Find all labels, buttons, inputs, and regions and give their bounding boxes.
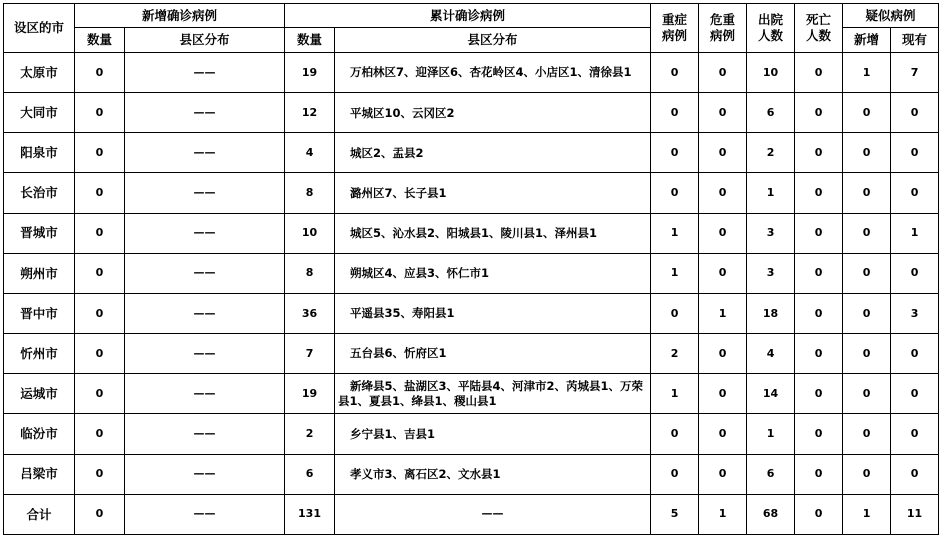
city-name: 长治市 (4, 173, 75, 213)
header-cum-distribution: 县区分布 (335, 28, 651, 53)
critical-count: 0 (699, 133, 747, 173)
suspected-current-count: 7 (891, 53, 939, 93)
cumulative-distribution-text: 潞州区7、长子县1 (350, 185, 447, 200)
new-count: 0 (75, 374, 125, 414)
cumulative-distribution (335, 53, 651, 93)
total-discharged-count: 68 (747, 494, 795, 534)
severe-count: 0 (651, 53, 699, 93)
city-name: 大同市 (4, 93, 75, 133)
suspected-new-count: 0 (843, 414, 891, 454)
header-new-distribution: 县区分布 (125, 28, 285, 53)
severe-count: 0 (651, 293, 699, 333)
city-name: 运城市 (4, 374, 75, 414)
new-count: 0 (75, 253, 125, 293)
suspected-current-count: 0 (891, 253, 939, 293)
death-count: 0 (795, 173, 843, 213)
critical-count: 0 (699, 334, 747, 374)
city-name: 阳泉市 (4, 133, 75, 173)
discharged-count: 1 (747, 173, 795, 213)
suspected-new-count: 0 (843, 213, 891, 253)
cumulative-count: 8 (285, 253, 335, 293)
death-count: 0 (795, 53, 843, 93)
cumulative-count: 8 (285, 173, 335, 213)
cumulative-distribution (335, 253, 651, 293)
suspected-new-count: 0 (843, 93, 891, 133)
cumulative-distribution (335, 293, 651, 333)
new-distribution: —— (125, 53, 285, 93)
header-cumulative-confirmed: 累计确诊病例 (285, 4, 651, 28)
new-distribution: —— (125, 293, 285, 333)
critical-count: 0 (699, 93, 747, 133)
severe-count: 0 (651, 173, 699, 213)
suspected-current-count: 3 (891, 293, 939, 333)
total-critical-count: 1 (699, 494, 747, 534)
new-count: 0 (75, 213, 125, 253)
cumulative-distribution-text: 孝义市3、离石区2、文水县1 (350, 466, 501, 481)
new-distribution: —— (125, 253, 285, 293)
discharged-count: 6 (747, 93, 795, 133)
header-discharged: 出院 人数 (747, 4, 795, 53)
suspected-new-count: 0 (843, 133, 891, 173)
new-distribution: —— (125, 93, 285, 133)
suspected-current-count: 0 (891, 173, 939, 213)
death-count: 0 (795, 293, 843, 333)
severe-count: 1 (651, 374, 699, 414)
header-cum-count: 数量 (285, 28, 335, 53)
discharged-count: 3 (747, 213, 795, 253)
death-count: 0 (795, 334, 843, 374)
suspected-current-count: 0 (891, 374, 939, 414)
suspected-new-count: 0 (843, 454, 891, 494)
table-row (4, 213, 939, 253)
cumulative-distribution-text: 五台县6、忻府区1 (350, 346, 447, 361)
death-count: 0 (795, 213, 843, 253)
cumulative-distribution (335, 334, 651, 374)
total-row (4, 494, 939, 534)
cumulative-count: 6 (285, 454, 335, 494)
total-label: 合计 (4, 494, 75, 534)
suspected-current-count: 0 (891, 414, 939, 454)
suspected-new-count: 1 (843, 53, 891, 93)
total-suspected-current-count: 11 (891, 494, 939, 534)
header-suspected-new: 新增 (843, 28, 891, 53)
suspected-current-count: 1 (891, 213, 939, 253)
new-count: 0 (75, 53, 125, 93)
table-row (4, 93, 939, 133)
table-row (4, 53, 939, 93)
header-deaths: 死亡 人数 (795, 4, 843, 53)
cumulative-distribution-text: 平遥县35、寿阳县1 (350, 306, 455, 321)
severe-count: 1 (651, 213, 699, 253)
death-count: 0 (795, 133, 843, 173)
new-count: 0 (75, 173, 125, 213)
cumulative-distribution (335, 93, 651, 133)
total-new-count: 0 (75, 494, 125, 534)
total-new-distribution: —— (125, 494, 285, 534)
severe-count: 1 (651, 253, 699, 293)
new-distribution: —— (125, 414, 285, 454)
discharged-count: 10 (747, 53, 795, 93)
discharged-count: 14 (747, 374, 795, 414)
death-count: 0 (795, 454, 843, 494)
header-city: 设区的市 (4, 4, 75, 53)
death-count: 0 (795, 414, 843, 454)
suspected-new-count: 0 (843, 253, 891, 293)
header-new-count: 数量 (75, 28, 125, 53)
cumulative-count: 19 (285, 374, 335, 414)
city-name: 太原市 (4, 53, 75, 93)
cumulative-count: 2 (285, 414, 335, 454)
header-suspected-current: 现有 (891, 28, 939, 53)
cumulative-distribution-text: 朔城区4、应县3、怀仁市1 (350, 266, 490, 281)
new-distribution: —— (125, 173, 285, 213)
new-count: 0 (75, 293, 125, 333)
critical-count: 0 (699, 414, 747, 454)
cumulative-distribution (335, 374, 651, 414)
cumulative-distribution-text: 城区2、盂县2 (350, 145, 424, 160)
death-count: 0 (795, 93, 843, 133)
discharged-count: 6 (747, 454, 795, 494)
table-row (4, 173, 939, 213)
city-name: 吕梁市 (4, 454, 75, 494)
severe-count: 2 (651, 334, 699, 374)
header-row-1 (4, 4, 939, 28)
critical-count: 0 (699, 253, 747, 293)
total-death-count: 0 (795, 494, 843, 534)
cumulative-count: 36 (285, 293, 335, 333)
new-count: 0 (75, 334, 125, 374)
suspected-current-count: 0 (891, 133, 939, 173)
discharged-count: 1 (747, 414, 795, 454)
suspected-current-count: 0 (891, 93, 939, 133)
suspected-new-count: 0 (843, 334, 891, 374)
total-cumulative-count: 131 (285, 494, 335, 534)
city-name: 晋中市 (4, 293, 75, 333)
severe-count: 0 (651, 414, 699, 454)
suspected-new-count: 0 (843, 173, 891, 213)
table-row (4, 133, 939, 173)
total-suspected-new-count: 1 (843, 494, 891, 534)
new-distribution: —— (125, 334, 285, 374)
death-count: 0 (795, 253, 843, 293)
critical-count: 0 (699, 454, 747, 494)
suspected-current-count: 0 (891, 334, 939, 374)
cumulative-count: 4 (285, 133, 335, 173)
table-row (4, 454, 939, 494)
header-severe: 重症 病例 (651, 4, 699, 53)
city-name: 朔州市 (4, 253, 75, 293)
critical-count: 0 (699, 374, 747, 414)
cumulative-count: 7 (285, 334, 335, 374)
city-name: 忻州市 (4, 334, 75, 374)
table-row (4, 334, 939, 374)
discharged-count: 4 (747, 334, 795, 374)
city-name: 临汾市 (4, 414, 75, 454)
table-row (4, 414, 939, 454)
suspected-new-count: 0 (843, 374, 891, 414)
header-critical: 危重 病例 (699, 4, 747, 53)
new-count: 0 (75, 93, 125, 133)
table-row (4, 293, 939, 333)
suspected-current-count: 0 (891, 454, 939, 494)
cumulative-distribution (335, 454, 651, 494)
severe-count: 0 (651, 93, 699, 133)
cumulative-distribution (335, 414, 651, 454)
covid-statistics-table (3, 3, 939, 535)
total-severe-count: 5 (651, 494, 699, 534)
table-row (4, 374, 939, 414)
cumulative-distribution-text: 乡宁县1、吉县1 (350, 426, 436, 441)
discharged-count: 3 (747, 253, 795, 293)
critical-count: 0 (699, 213, 747, 253)
discharged-count: 18 (747, 293, 795, 333)
cumulative-distribution-text: 新绛县5、盐湖区3、平陆县4、河津市2、芮城县1、万荣县1、夏县1、绛县1、稷山县1 (338, 379, 644, 408)
new-count: 0 (75, 454, 125, 494)
suspected-new-count: 0 (843, 293, 891, 333)
new-distribution: —— (125, 133, 285, 173)
discharged-count: 2 (747, 133, 795, 173)
cumulative-distribution (335, 133, 651, 173)
severe-count: 0 (651, 133, 699, 173)
critical-count: 0 (699, 53, 747, 93)
cumulative-distribution (335, 173, 651, 213)
table-row (4, 253, 939, 293)
new-count: 0 (75, 133, 125, 173)
new-distribution: —— (125, 213, 285, 253)
cumulative-count: 10 (285, 213, 335, 253)
death-count: 0 (795, 374, 843, 414)
cumulative-distribution-text: 城区5、沁水县2、阳城县1、陵川县1、泽州县1 (350, 226, 598, 241)
cumulative-count: 12 (285, 93, 335, 133)
cumulative-distribution-text: 平城区10、云冈区2 (350, 105, 455, 120)
new-distribution: —— (125, 454, 285, 494)
city-name: 晋城市 (4, 213, 75, 253)
critical-count: 1 (699, 293, 747, 333)
new-count: 0 (75, 414, 125, 454)
header-new-confirmed: 新增确诊病例 (75, 4, 285, 28)
cumulative-distribution (335, 213, 651, 253)
cumulative-count: 19 (285, 53, 335, 93)
header-suspected: 疑似病例 (843, 4, 939, 28)
severe-count: 0 (651, 454, 699, 494)
cumulative-distribution-text: 万柏林区7、迎泽区6、杏花岭区4、小店区1、清徐县1 (350, 65, 632, 80)
total-cumulative-distribution: —— (335, 494, 651, 534)
new-distribution: —— (125, 374, 285, 414)
critical-count: 0 (699, 173, 747, 213)
